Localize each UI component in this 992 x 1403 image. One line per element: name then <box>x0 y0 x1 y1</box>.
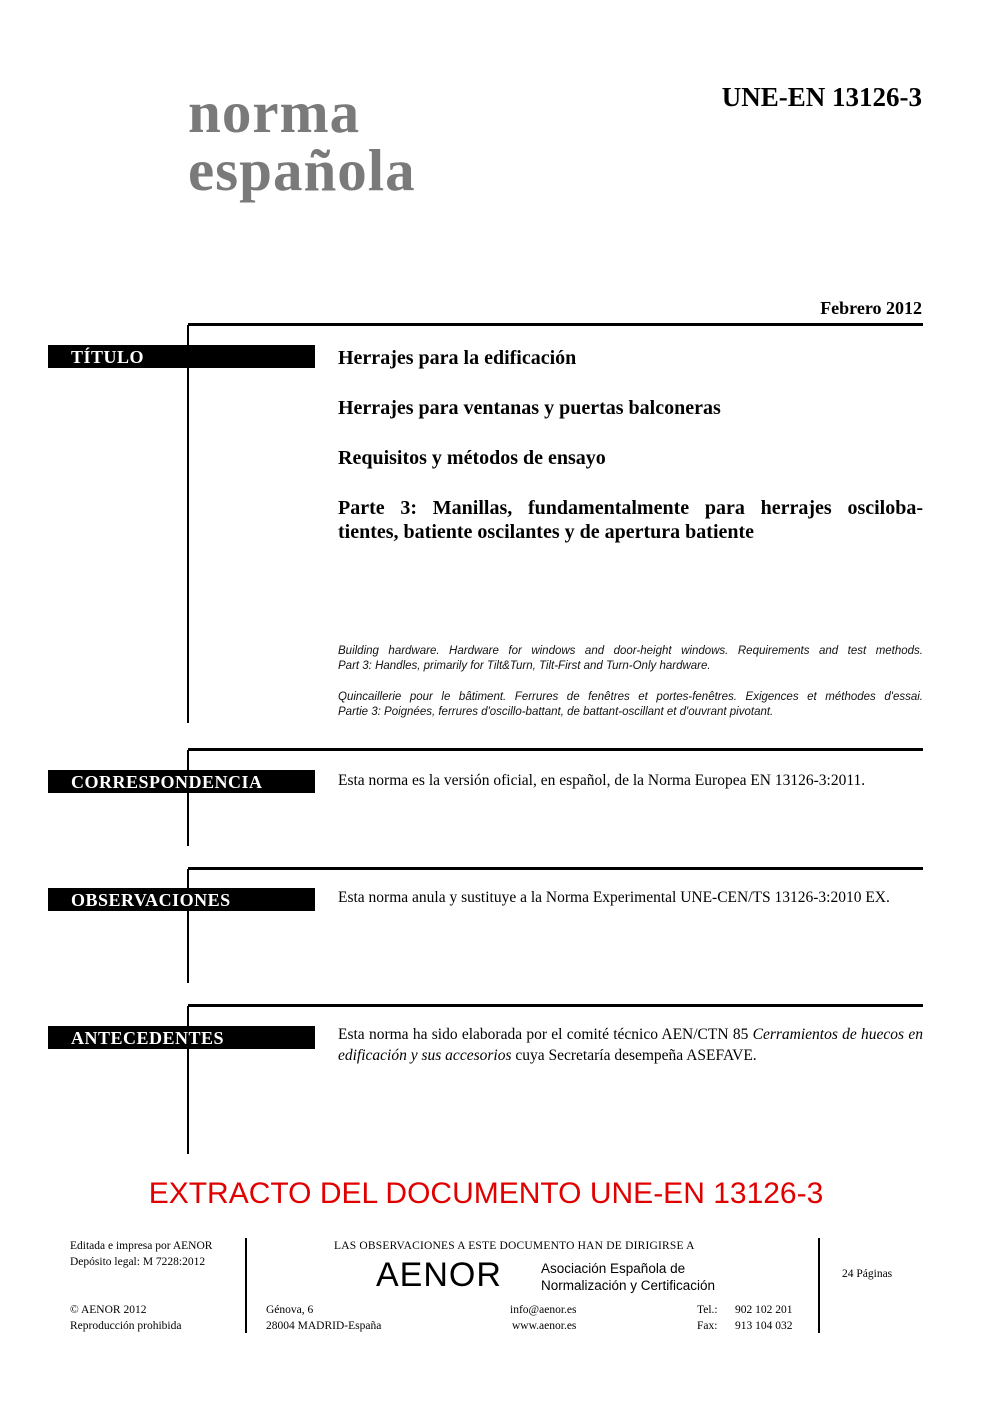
standard-code: UNE-EN 13126-3 <box>721 82 922 112</box>
section-divider <box>188 748 923 751</box>
section-divider <box>188 867 923 870</box>
aenor-full-name <box>541 1260 715 1294</box>
footer-divider <box>245 1238 247 1333</box>
fax-label: Fax: <box>697 1320 718 1332</box>
antecedentes-text-post: cuya Secretaría desempeña ASEFAVE. <box>511 1047 757 1064</box>
aenor-full-name-2: Normalización y Certificación <box>541 1278 716 1293</box>
email-link[interactable]: info@aenor.es <box>510 1304 577 1316</box>
brand-line1: norma <box>188 79 361 145</box>
title-line-2: Herrajes para ventanas y puertas balconeras <box>338 397 721 419</box>
title-line-3: Requisitos y métodos de ensayo <box>338 447 606 469</box>
footer-deposito: Depósito legal: M 7228:2012 <box>70 1256 206 1268</box>
address-city: 28004 MADRID-España <box>266 1320 382 1332</box>
brand-line2: española <box>188 137 416 203</box>
aenor-full-name-1: Asociación Española de <box>541 1261 686 1276</box>
extract-notice: EXTRACTO DEL DOCUMENTO UNE-EN 13126-3 <box>148 1177 824 1210</box>
title-line-1: Herrajes para la edificación <box>338 347 577 369</box>
publication-date: Febrero 2012 <box>820 298 922 318</box>
section-vline <box>187 325 189 723</box>
footer-reproduccion: Reproducción prohibida <box>70 1320 182 1332</box>
section-vline <box>187 750 189 846</box>
observaciones-text: Esta norma anula y sustituye a la Norma Experimental UNE-CEN/TS 13126-3:2010 EX. <box>338 889 890 906</box>
fax-number: 913 104 032 <box>735 1320 793 1332</box>
english-title-1: Building hardware. Hardware for windows and door-height windows. Requirements and test methods. <box>338 645 923 657</box>
title-line-4b: tientes, batiente oscilantes y de apertura batiente <box>338 521 755 543</box>
committee-name: Cerramientos de huecos en edificación y sus accesorios <box>338 1026 923 1064</box>
correspondencia-text: Esta norma es la versión oficial, en español, de la Norma Europea EN 13126-3:2011. <box>338 772 866 789</box>
titulo-label: TÍTULO <box>48 345 315 368</box>
french-title-1: Quincaillerie pour le bâtiment. Ferrures de fenêtres et portes-fenêtres. Exigences et méthodes d'essai. <box>338 691 923 703</box>
antecedentes-text <box>338 1024 923 1066</box>
section-divider <box>188 323 923 326</box>
french-title-2: Partie 3: Poignées, ferrures d'oscillo-battant, de battant-oscillant et d'ouvrant pivotant. <box>338 706 774 718</box>
tel-number: 902 102 201 <box>735 1304 793 1316</box>
antecedentes-label: ANTECEDENTES <box>48 1026 315 1049</box>
title-line-4a: Parte 3: Manillas, fundamentalmente para herrajes osciloba- <box>338 497 923 519</box>
antecedentes-text-pre: Esta norma ha sido elaborada por el comité técnico AEN/CTN 85 <box>338 1026 753 1043</box>
footer-observaciones: LAS OBSERVACIONES A ESTE DOCUMENTO HAN DE DIRIGIRSE A <box>334 1240 695 1252</box>
web-link[interactable]: www.aenor.es <box>512 1320 577 1332</box>
footer-copyright: © AENOR 2012 <box>70 1304 147 1316</box>
correspondencia-label: CORRESPONDENCIA <box>48 770 315 793</box>
address-street: Génova, 6 <box>266 1304 314 1316</box>
footer-editada: Editada e impresa por AENOR <box>70 1240 213 1252</box>
english-title-2: Part 3: Handles, primarily for Tilt&Turn, Tilt-First and Turn-Only hardware. <box>338 660 711 672</box>
aenor-logo: AENOR <box>376 1256 502 1294</box>
page-count: 24 Páginas <box>842 1268 893 1280</box>
section-divider <box>188 1004 923 1007</box>
section-vline <box>187 869 189 983</box>
footer-divider <box>818 1238 820 1333</box>
observaciones-label: OBSERVACIONES <box>48 888 315 911</box>
tel-label: Tel.: <box>697 1304 718 1316</box>
